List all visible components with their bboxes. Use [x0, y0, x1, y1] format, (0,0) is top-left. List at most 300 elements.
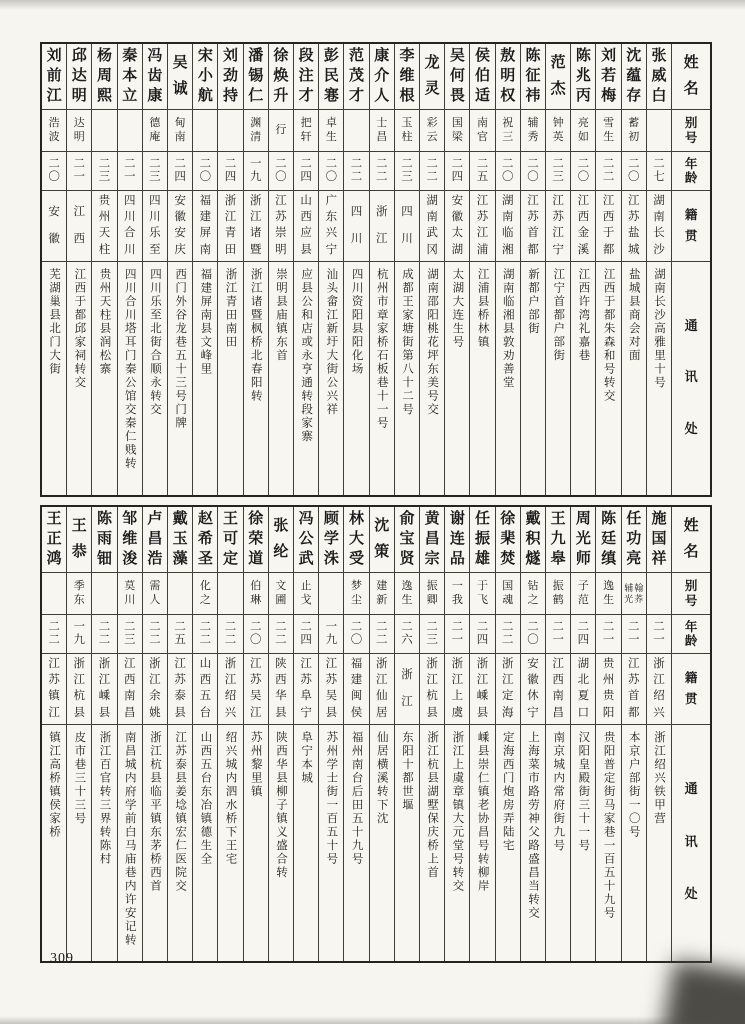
entry-column	[269, 507, 294, 961]
entry-column	[596, 44, 621, 495]
age-cell: 二 三	[420, 615, 444, 654]
address-cell	[294, 725, 318, 961]
address-cell	[596, 262, 620, 495]
address-text: 福州南台后田五十九号	[350, 731, 363, 866]
native-cell: 四 川 合 川	[118, 191, 142, 262]
address-cell	[395, 725, 419, 961]
alias-cell	[92, 573, 116, 615]
address-cell	[445, 725, 469, 961]
address-text: 本京户部街一〇号	[627, 731, 640, 839]
scan-shade-top	[0, 0, 745, 10]
address-text: 仙居横溪转下沈	[375, 731, 388, 826]
name-cell: 任 振 雄	[470, 507, 494, 573]
address-text: 江西于都朱森和号转交	[602, 268, 615, 403]
entry-column	[546, 507, 571, 961]
age-cell: 二 二	[344, 152, 368, 191]
header-alias: 别 号	[672, 573, 710, 615]
age-cell: 二 一	[546, 615, 570, 654]
alias-cell	[647, 110, 671, 152]
header-native: 籍 贯	[672, 654, 710, 725]
entry-column	[344, 507, 369, 961]
native-cell: 江 苏 镇 江	[42, 654, 66, 725]
address-cell	[118, 725, 142, 961]
entry-column	[319, 507, 344, 961]
name-cell: 陈 廷 缜	[596, 507, 620, 573]
native-cell: 江 苏 吴 江	[244, 654, 268, 725]
alias-cell	[92, 110, 116, 152]
alias-cell	[193, 110, 217, 152]
alias-cell: 国 魂	[496, 573, 520, 615]
native-cell: 浙 江 诸 暨	[244, 191, 268, 262]
address-text: 太湖大连生号	[451, 268, 464, 349]
name-cell: 侯 伯 适	[470, 44, 494, 110]
age-cell: 二 〇	[344, 615, 368, 654]
age-cell: 二 二	[143, 615, 167, 654]
entry-column	[370, 44, 395, 495]
address-text: 南京城内常府街九号	[552, 731, 565, 853]
address-cell	[622, 262, 646, 495]
native-cell: 江 西 金 溪	[571, 191, 595, 262]
alias-cell: 伯 琳	[244, 573, 268, 615]
address-text: 新都户部街	[526, 268, 539, 336]
alias-cell: 止 戈	[294, 573, 318, 615]
alias-cell: 季 东	[67, 573, 91, 615]
age-cell: 二 〇	[521, 615, 545, 654]
name-cell: 徐 荣 道	[244, 507, 268, 573]
address-cell	[168, 725, 192, 961]
entry-column	[496, 44, 521, 495]
alias-cell: 玉 柱	[395, 110, 419, 152]
alias-cell	[622, 573, 646, 615]
name-cell: 施 国 祥	[647, 507, 671, 573]
alias-cell: 需 人	[143, 573, 167, 615]
entry-column	[269, 44, 294, 495]
alias-cell	[168, 573, 192, 615]
age-cell: 二 三	[546, 152, 570, 191]
directory-table-top	[40, 42, 712, 497]
name-cell: 张 纶	[269, 507, 293, 573]
entry-column	[294, 507, 319, 961]
address-text: 四川资阳县阳化场	[350, 268, 363, 376]
address-text: 绍兴城内泗水桥下王宅	[224, 731, 237, 866]
address-text: 崇明县庙镇东首	[274, 268, 287, 363]
address-cell	[92, 262, 116, 495]
entry-column	[395, 507, 420, 961]
name-cell: 沈 蕴 存	[622, 44, 646, 110]
age-cell: 二 四	[571, 615, 595, 654]
address-cell	[143, 725, 167, 961]
address-cell	[596, 725, 620, 961]
address-cell	[193, 725, 217, 961]
alias-cell	[344, 110, 368, 152]
entry-column	[521, 44, 546, 495]
name-cell: 王 可 定	[218, 507, 242, 573]
address-text: 江宁首都户部街	[552, 268, 565, 363]
entry-column	[294, 44, 319, 495]
age-cell: 二 五	[168, 615, 192, 654]
name-cell: 戴 积 燧	[521, 507, 545, 573]
native-cell: 江 苏 首 都	[622, 654, 646, 725]
address-cell	[370, 262, 394, 495]
name-cell: 范 茂 才	[344, 44, 368, 110]
native-cell: 贵 州 天 柱	[92, 191, 116, 262]
native-cell: 江 西 于 都	[596, 191, 620, 262]
name-cell: 赵 希 圣	[193, 507, 217, 573]
address-text: 苏州黎里镇	[249, 731, 262, 799]
native-cell: 安 徽 休 宁	[521, 654, 545, 725]
header-address: 通 讯 处	[684, 317, 698, 436]
native-cell: 浙 江 杭 县	[67, 654, 91, 725]
address-cell	[67, 725, 91, 961]
name-cell: 王 恭	[67, 507, 91, 573]
alias-cell: 钻 之	[521, 573, 545, 615]
native-cell: 浙 江 上 虞	[445, 654, 469, 725]
age-cell: 二 二	[92, 615, 116, 654]
native-cell: 浙 江 嵊 县	[470, 654, 494, 725]
age-cell: 二 〇	[496, 152, 520, 191]
entry-column	[420, 44, 445, 495]
scan-corner-smudge	[661, 960, 745, 1024]
entry-column	[92, 44, 117, 495]
entry-column	[118, 507, 143, 961]
address-cell	[496, 725, 520, 961]
native-cell: 江 苏 阜 宁	[294, 654, 318, 725]
address-text: 江西许湾礼嘉巷	[577, 268, 590, 363]
entry-column	[42, 44, 67, 495]
alias-cell: 化 之	[193, 573, 217, 615]
native-cell: 江 西 南 昌	[546, 654, 570, 725]
age-cell: 二 三	[395, 152, 419, 191]
alias-cell: 把 轩	[294, 110, 318, 152]
name-cell: 戴 玉 藻	[168, 507, 192, 573]
native-cell: 陕 西 华 县	[269, 654, 293, 725]
name-cell: 敖 明 权	[496, 44, 520, 110]
age-cell: 二 二	[596, 152, 620, 191]
address-cell	[496, 262, 520, 495]
entry-column	[344, 44, 369, 495]
entry-column	[118, 44, 143, 495]
age-cell: 二 四	[294, 152, 318, 191]
age-cell: 二 二	[218, 615, 242, 654]
alias-cell: 钟 英	[546, 110, 570, 152]
alias-cell: 渊 清	[244, 110, 268, 152]
name-cell: 杨 周 熙	[92, 44, 116, 110]
native-cell: 贵 州 贵 阳	[596, 654, 620, 725]
address-text: 山西五台东冶镇德生全	[199, 731, 212, 866]
name-cell: 吴 诚	[168, 44, 192, 110]
name-cell: 王 九 皋	[546, 507, 570, 573]
age-cell: 二 四	[294, 615, 318, 654]
name-cell: 范 杰	[546, 44, 570, 110]
address-cell	[647, 725, 671, 961]
age-cell: 二 〇	[622, 152, 646, 191]
address-cell	[218, 725, 242, 961]
entry-column	[42, 507, 67, 961]
address-cell	[420, 262, 444, 495]
address-cell	[294, 262, 318, 495]
entry-column	[244, 507, 269, 961]
directory-table-bottom	[40, 505, 712, 963]
scan-shade-bottom	[0, 1016, 745, 1024]
address-text: 嵊县崇仁镇老协昌号转柳岸	[476, 731, 489, 893]
address-cell	[42, 262, 66, 495]
native-cell: 安 徽	[42, 191, 66, 262]
address-cell	[319, 262, 343, 495]
alias-cell: 雪 生	[596, 110, 620, 152]
age-cell: 二 二	[42, 615, 66, 654]
age-cell: 二 二	[370, 615, 394, 654]
alias-cell: 甸 南	[168, 110, 192, 152]
header-alias: 别 号	[672, 110, 710, 152]
alias-cell	[319, 573, 343, 615]
age-cell: 二 五	[470, 152, 494, 191]
name-cell: 吴 何 畏	[445, 44, 469, 110]
native-cell: 江 苏 盐 城	[622, 191, 646, 262]
name-cell: 周 光 师	[571, 507, 595, 573]
name-cell: 王 正 鸿	[42, 507, 66, 573]
address-cell	[67, 262, 91, 495]
name-cell: 徐 焕 升	[269, 44, 293, 110]
address-text: 西门外谷龙巷五十三号门牌	[174, 268, 187, 430]
name-cell: 刘 前 江	[42, 44, 66, 110]
entry-column	[571, 507, 596, 961]
page-number: 309	[50, 951, 74, 966]
native-cell: 江 苏 泰 县	[168, 654, 192, 725]
age-cell: 一 九	[244, 152, 268, 191]
address-text: 福建屏南县文峰里	[199, 268, 212, 376]
address-cell	[193, 262, 217, 495]
header-address: 通 讯 处	[684, 781, 698, 901]
native-cell: 湖 南 武 冈	[420, 191, 444, 262]
entry-column	[193, 507, 218, 961]
address-text: 定海西门炮房弄陆宅	[501, 731, 514, 853]
alias-cell: 逸 生	[596, 573, 620, 615]
address-text: 汕头畲江新圩大街公兴祥	[325, 268, 338, 417]
native-cell: 江 西 南 昌	[118, 654, 142, 725]
entry-column	[395, 44, 420, 495]
address-cell	[143, 262, 167, 495]
address-text: 汉阳皇殿街三十一号	[577, 731, 590, 853]
address-cell	[92, 725, 116, 961]
age-cell: 二 四	[218, 152, 242, 191]
address-cell	[168, 262, 192, 495]
address-text: 陕西华县柳子镇义盛合转	[274, 731, 287, 880]
name-cell: 龙 灵	[420, 44, 444, 110]
native-cell: 山 西 应 县	[294, 191, 318, 262]
name-cell: 卢 昌 浩	[143, 507, 167, 573]
alias-cell: 南 官	[470, 110, 494, 152]
alias-cell: 浩 波	[42, 110, 66, 152]
address-cell	[521, 262, 545, 495]
native-cell: 浙 江 嵊 县	[92, 654, 116, 725]
entry-column	[420, 507, 445, 961]
alias-pair	[624, 583, 643, 604]
address-cell	[571, 725, 595, 961]
address-cell	[269, 725, 293, 961]
age-cell: 一 九	[67, 615, 91, 654]
address-text: 成都王家塘街第八十二号	[400, 268, 413, 417]
native-cell: 江 西	[67, 191, 91, 262]
address-cell	[470, 725, 494, 961]
entry-column	[596, 507, 621, 961]
age-cell: 二 〇	[319, 152, 343, 191]
age-cell: 二 一	[596, 615, 620, 654]
alias-cell: 文 圃	[269, 573, 293, 615]
native-cell: 浙 江 绍 兴	[647, 654, 671, 725]
address-text: 四川合川塔耳门秦公馆交秦仁贱转	[123, 268, 136, 471]
age-cell: 一 九	[319, 615, 343, 654]
age-cell: 二 七	[647, 152, 671, 191]
name-cell: 陈 兆 丙	[571, 44, 595, 110]
name-cell: 黄 昌 宗	[420, 507, 444, 573]
entry-column	[218, 507, 243, 961]
name-cell: 刘 若 梅	[596, 44, 620, 110]
alias-cell: 于 飞	[470, 573, 494, 615]
name-cell: 段 注 才	[294, 44, 318, 110]
native-cell: 四 川	[344, 191, 368, 262]
name-cell: 俞 宝 贤	[395, 507, 419, 573]
name-cell: 顾 学 洙	[319, 507, 343, 573]
age-cell: 二 二	[370, 152, 394, 191]
age-cell: 二 〇	[244, 615, 268, 654]
entry-column	[445, 44, 470, 495]
age-cell: 二 〇	[42, 152, 66, 191]
address-text: 杭州市章家桥石板巷十一号	[375, 268, 388, 430]
age-cell: 二 一	[118, 152, 142, 191]
alias-mini-column: 翰 荞	[634, 583, 644, 604]
address-text: 浙江绍兴铁甲营	[653, 731, 665, 826]
native-cell: 浙 江 绍 兴	[218, 654, 242, 725]
age-cell: 二 二	[496, 615, 520, 654]
entry-column	[67, 44, 92, 495]
alias-cell: 逸 生	[395, 573, 419, 615]
alias-cell	[42, 573, 66, 615]
alias-cell: 彩 云	[420, 110, 444, 152]
entry-column	[67, 507, 92, 961]
native-cell: 浙 江 定 海	[496, 654, 520, 725]
entry-column	[370, 507, 395, 961]
name-cell: 秦 本 立	[118, 44, 142, 110]
address-text: 浙江上虞章镇大元堂号转交	[451, 731, 464, 893]
address-cell	[344, 725, 368, 961]
name-cell: 任 功 亮	[622, 507, 646, 573]
header-name: 姓 名	[672, 507, 710, 573]
address-text: 苏州学士街一百五十号	[325, 731, 338, 866]
native-cell: 湖 南 长 沙	[647, 191, 671, 262]
age-cell: 二 三	[118, 615, 142, 654]
name-cell: 冯 齿 康	[143, 44, 167, 110]
alias-cell: 辅 秀	[521, 110, 545, 152]
alias-cell: 士 昌	[370, 110, 394, 152]
alias-cell	[647, 573, 671, 615]
address-cell	[470, 262, 494, 495]
age-cell: 二 二	[269, 615, 293, 654]
native-cell: 浙 江	[370, 191, 394, 262]
alias-cell: 卓 生	[319, 110, 343, 152]
alias-cell: 蓄 初	[622, 110, 646, 152]
age-cell: 二 四	[445, 152, 469, 191]
alias-cell: 建 新	[370, 573, 394, 615]
entry-column	[496, 507, 521, 961]
entry-column	[168, 44, 193, 495]
header-age: 年 龄	[672, 152, 710, 191]
alias-mini-column: 辅 光	[624, 583, 634, 604]
name-cell: 宋 小 航	[193, 44, 217, 110]
native-cell: 江 苏 首 都	[521, 191, 545, 262]
native-cell: 浙 江 杭 县	[420, 654, 444, 725]
name-cell: 邹 维 浚	[118, 507, 142, 573]
entry-column	[470, 507, 495, 961]
alias-cell: 一 我	[445, 573, 469, 615]
name-cell: 徐 棐 焚	[496, 507, 520, 573]
address-cell	[269, 262, 293, 495]
address-cell	[622, 725, 646, 961]
age-cell: 二 〇	[193, 152, 217, 191]
entry-column	[193, 44, 218, 495]
name-cell: 陈 雨 钿	[92, 507, 116, 573]
name-cell: 冯 公 武	[294, 507, 318, 573]
address-cell	[244, 262, 268, 495]
native-cell: 福 建 屏 南	[193, 191, 217, 262]
native-cell: 浙 江 青 田	[218, 191, 242, 262]
native-cell: 浙 江 余 姚	[143, 654, 167, 725]
address-text: 镇江高桥镇侯家桥	[48, 731, 61, 839]
native-cell: 江 苏 崇 明	[269, 191, 293, 262]
address-cell	[445, 262, 469, 495]
address-text: 江浦县桥林镇	[476, 268, 489, 349]
address-text: 浙江杭县临平镇东茅桥西首	[148, 731, 161, 893]
alias-cell	[218, 573, 242, 615]
native-cell: 湖 南 临 湘	[496, 191, 520, 262]
address-text: 上海菜市路劳神父路盛昌当转交	[526, 731, 539, 920]
address-cell	[647, 262, 671, 495]
address-text: 盐城县商会对面	[627, 268, 640, 363]
alias-cell: 亮 如	[571, 110, 595, 152]
alias-cell	[118, 110, 142, 152]
entry-column	[92, 507, 117, 961]
entry-column	[218, 44, 243, 495]
entry-column	[168, 507, 193, 961]
native-cell: 江 苏 吴 县	[319, 654, 343, 725]
entry-column	[521, 507, 546, 961]
name-cell: 林 大 受	[344, 507, 368, 573]
alias-cell: 国 梁	[445, 110, 469, 152]
address-text: 应县公和店或永亨通转段家寨	[300, 268, 313, 444]
address-text: 贵阳普定街马家巷一百五十九号	[602, 731, 615, 920]
native-cell: 安 徽 安 庆	[168, 191, 192, 262]
address-cell	[395, 262, 419, 495]
address-text: 湖南邵阳桃花坪东美号交	[426, 268, 439, 417]
age-cell: 二 〇	[269, 152, 293, 191]
address-text: 江苏泰县姜埝镇宏仁医院交	[174, 731, 187, 893]
address-cell	[370, 725, 394, 961]
address-text: 东阳十都世塸	[400, 731, 413, 812]
address-text: 浙江百官转三界转陈村	[98, 731, 111, 866]
alias-cell: 行	[269, 110, 293, 152]
entry-column	[622, 507, 647, 961]
name-cell: 彭 民 寋	[319, 44, 343, 110]
address-text: 浙江杭县湖墅保庆桥上首	[426, 731, 439, 880]
alias-cell: 莫 川	[118, 573, 142, 615]
alias-cell: 子 范	[571, 573, 595, 615]
name-cell: 李 维 根	[395, 44, 419, 110]
native-cell: 浙 江 仙 居	[370, 654, 394, 725]
address-text: 浙江青田南田	[224, 268, 237, 349]
name-cell: 沈 策	[370, 507, 394, 573]
native-cell: 山 西 五 台	[193, 654, 217, 725]
age-cell: 二 四	[168, 152, 192, 191]
address-cell	[218, 262, 242, 495]
